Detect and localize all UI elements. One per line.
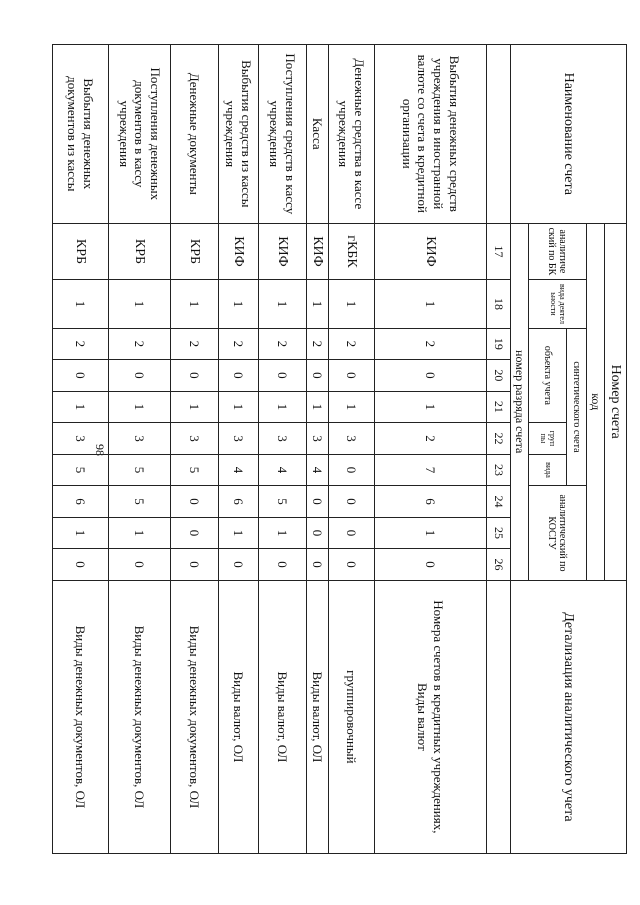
account-name: Денежные документы [171, 45, 219, 224]
table-row [307, 45, 329, 854]
digit-cell: 6 [53, 486, 109, 518]
col-number: 17 [487, 223, 511, 280]
header-account-object: объекта учета [529, 328, 567, 423]
col-number: 26 [487, 549, 511, 581]
account-details: Виды денежных документов, ОЛ [53, 580, 109, 853]
header-analytic-bk: аналитиче ский по БК [529, 223, 587, 280]
digit-cell: 5 [259, 486, 307, 518]
digit-cell: 1 [375, 517, 487, 549]
digit-cell: 1 [375, 280, 487, 328]
digit-cell: 0 [171, 360, 219, 392]
digit-cell: 0 [109, 549, 171, 581]
digit-cell: 2 [307, 328, 329, 360]
digit-cell: 1 [171, 391, 219, 423]
account-name: Выбытия средств из кассы учреждения [219, 45, 259, 224]
account-details: Виды валют, ОЛ [219, 580, 259, 853]
digit-cell: 1 [375, 391, 487, 423]
digit-cell: 1 [109, 391, 171, 423]
digit-cell: 0 [53, 360, 109, 392]
header-account-number: Номер счета [605, 223, 627, 580]
table-row [219, 45, 259, 854]
digit-cell: 4 [219, 454, 259, 486]
rotated-table-wrapper [65, 44, 627, 854]
digit-cell: 1 [53, 280, 109, 328]
col-number: 18 [487, 280, 511, 328]
header-name: Наименование счета [511, 45, 627, 224]
col-number: 23 [487, 454, 511, 486]
digit-cell: 5 [109, 486, 171, 518]
digit-cell: 1 [53, 391, 109, 423]
digit-cell: 0 [329, 549, 375, 581]
col-number: 24 [487, 486, 511, 518]
digit-cell: 1 [219, 280, 259, 328]
digit-cell: 0 [375, 360, 487, 392]
digit-cell: 0 [259, 360, 307, 392]
digit-cell: 0 [307, 549, 329, 581]
account-details: Номера счетов в кредитных учреждениях, Виды валют [375, 580, 487, 853]
col-number: 19 [487, 328, 511, 360]
header-details: Детализация аналитического учета [511, 580, 627, 853]
digit-cell: 0 [329, 454, 375, 486]
account-name: Денежные средства в кассе учреждения [329, 45, 375, 224]
digit-cell: 0 [375, 549, 487, 581]
digit-cell: 1 [109, 280, 171, 328]
table-row [53, 45, 109, 854]
digit-cell: 3 [171, 423, 219, 455]
analytic-code: КРБ [53, 223, 109, 280]
digit-cell: 0 [171, 486, 219, 518]
analytic-code: КИФ [307, 223, 329, 280]
header-digit-number: номер разряда счета [511, 223, 529, 580]
col-number: 25 [487, 517, 511, 549]
digit-cell: 0 [53, 549, 109, 581]
header-group: груп пы [529, 423, 567, 455]
account-details: Виды денежных документов, ОЛ [109, 580, 171, 853]
digit-cell: 0 [171, 517, 219, 549]
digit-cell: 3 [53, 423, 109, 455]
analytic-code: КИФ [375, 223, 487, 280]
digit-cell: 0 [307, 486, 329, 518]
digit-cell: 2 [329, 328, 375, 360]
table-row [329, 45, 375, 854]
account-details: Виды денежных документов, ОЛ [171, 580, 219, 853]
digit-cell: 1 [329, 280, 375, 328]
digit-cell: 0 [329, 486, 375, 518]
digit-cell: 2 [259, 328, 307, 360]
analytic-code: КРБ [171, 223, 219, 280]
digit-cell: 0 [219, 549, 259, 581]
digit-cell: 2 [109, 328, 171, 360]
account-name: Выбытия денежных документов из кассы [53, 45, 109, 224]
digit-cell: 0 [307, 517, 329, 549]
header-code: код [587, 223, 605, 580]
digit-cell: 3 [307, 423, 329, 455]
digit-cell: 1 [219, 391, 259, 423]
account-name: Поступления денежных документов в кассу учреждения [109, 45, 171, 224]
account-details: группировочный [329, 580, 375, 853]
analytic-code: КРБ [109, 223, 171, 280]
header-activity-type: вида деятел ьности [529, 280, 587, 328]
digit-cell: 0 [329, 360, 375, 392]
account-details: Виды валют, ОЛ [259, 580, 307, 853]
digit-cell: 5 [109, 454, 171, 486]
digit-cell: 0 [307, 360, 329, 392]
digit-cell: 6 [219, 486, 259, 518]
table-row [375, 45, 487, 854]
table-row [171, 45, 219, 854]
digit-cell: 0 [219, 360, 259, 392]
digit-cell: 3 [109, 423, 171, 455]
digit-cell: 1 [307, 280, 329, 328]
col-number: 21 [487, 391, 511, 423]
digit-cell: 2 [375, 328, 487, 360]
digit-cell: 0 [329, 517, 375, 549]
digit-cell: 1 [109, 517, 171, 549]
digit-cell: 1 [171, 280, 219, 328]
digit-cell: 1 [307, 391, 329, 423]
account-name: Выбытия денежных средств учреждения в иностранной валюте со счета в кредитной организации [375, 45, 487, 224]
digit-cell: 1 [259, 391, 307, 423]
digit-cell: 2 [53, 328, 109, 360]
digit-cell: 1 [329, 391, 375, 423]
digit-cell: 2 [171, 328, 219, 360]
header-synthetic: синтетического счета [567, 328, 587, 486]
digit-cell: 3 [219, 423, 259, 455]
account-name: Поступления средств в кассу учреждения [259, 45, 307, 224]
empty-cell [487, 580, 511, 853]
col-number: 22 [487, 423, 511, 455]
empty-cell [487, 45, 511, 224]
analytic-code: КИФ [219, 223, 259, 280]
digit-cell: 0 [109, 360, 171, 392]
digit-cell: 1 [53, 517, 109, 549]
digit-cell: 3 [329, 423, 375, 455]
col-number: 20 [487, 360, 511, 392]
table-row [109, 45, 171, 854]
digit-cell: 4 [259, 454, 307, 486]
account-name: Касса [307, 45, 329, 224]
account-table [52, 44, 627, 854]
digit-cell: 5 [171, 454, 219, 486]
digit-cell: 4 [307, 454, 329, 486]
digit-cell: 6 [375, 486, 487, 518]
analytic-code: гКБК [329, 223, 375, 280]
digit-cell: 1 [259, 517, 307, 549]
digit-cell: 1 [259, 280, 307, 328]
page-number: 98 [93, 444, 107, 456]
table-row [259, 45, 307, 854]
digit-cell: 7 [375, 454, 487, 486]
header-analytic-kosgu: аналитический по КОСГУ [529, 486, 587, 581]
digit-cell: 2 [375, 423, 487, 455]
digit-cell: 0 [259, 549, 307, 581]
analytic-code: КИФ [259, 223, 307, 280]
digit-cell: 5 [53, 454, 109, 486]
account-details: Виды валют, ОЛ [307, 580, 329, 853]
header-kind: вида [529, 454, 567, 486]
digit-cell: 2 [219, 328, 259, 360]
digit-cell: 0 [171, 549, 219, 581]
digit-cell: 1 [219, 517, 259, 549]
digit-cell: 3 [259, 423, 307, 455]
